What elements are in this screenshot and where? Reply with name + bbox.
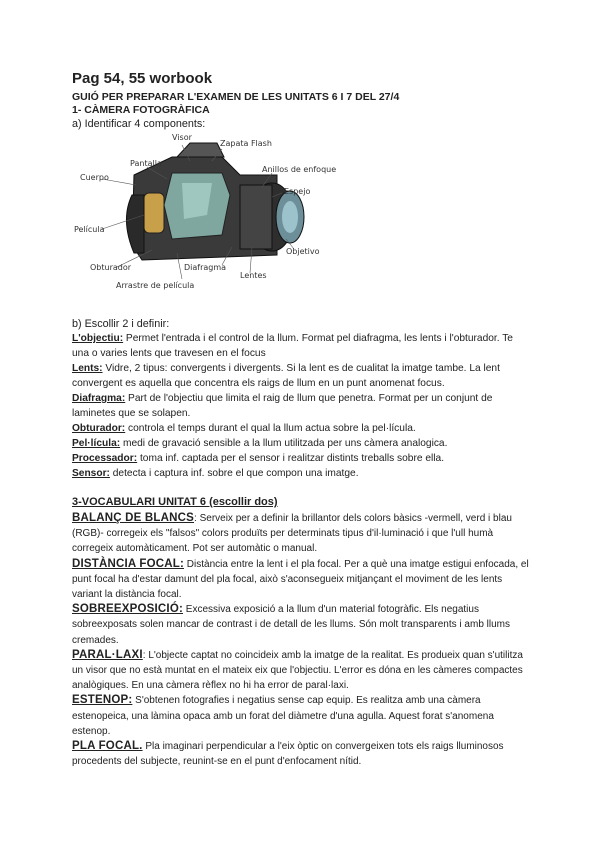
definition-item [72,391,532,421]
section-1-heading: 1- CÀMERA FOTOGRÀFICA [72,104,210,116]
vocab-text: : L'objecte captat no coincideix amb la imatge de la realitat. Es produeix quan s'utilitza un visor que no està muntat en el mateix eix que l'objectiu. L'error es dóna en les càmeres compactes analògiques. En una càmera rèflex no hi ha error de paral·laxi. [72,649,523,692]
label-anillos: Anillos de enfoque [262,165,337,174]
vocab-term: ESTENOP: [72,694,133,707]
label-lentes: Lentes [240,271,267,280]
vocab-text: Pla imaginari perpendicular a l'eix òptic on convergeixen tots els raigs lluminosos procedents del subjecte, reunint-se en el punt d'enfocament nítid. [72,741,504,768]
label-diafragma: Diafragma [184,263,227,272]
section-3-heading: 3-VOCABULARI UNITAT 6 (escollir dos) [72,496,278,508]
definition-term: L'objectiu: [72,333,124,344]
guide-subtitle: GUIÓ PER PREPARAR L'EXAMEN DE LES UNITATS 6 I 7 DEL 27/4 [72,91,400,103]
vocab-term: BALANÇ DE BLANCS [72,512,195,524]
definition-text: Vidre, 2 tipus: convergents i divergents. Si la lent es de cualitat la imatge tambe. La lent convergent es aquella que concentra els raigs de llum en un punt anomenat focus. [72,363,500,389]
page-title: Pag 54, 55 worbook [72,70,213,87]
label-cuerpo: Cuerpo [80,173,109,182]
vocab-term: PARAL·LAXI [72,648,143,661]
definition-text: Part de l'objectiu que limita el raig de llum que penetra. Format per un conjunt de laminetes que se solapen. [72,393,493,419]
label-objetivo: Objetivo [286,247,320,256]
label-arrastre: Arrastre de película [116,281,195,290]
vocab-text: S'obtenen fotografies i negatius sense cap equip. Es realitza amb una càmera estenopeica, una làmina opaca amb un forat del diàmetre d'una agulla. Aquest forat s'anomena estenop. [72,695,494,737]
definition-item [72,331,532,361]
vocab-item [72,739,532,769]
vocab-item [72,602,532,648]
definition-term: Sensor: [72,468,110,479]
definition-term: Processador: [72,453,138,464]
vocab-item [72,557,532,603]
definition-item [72,466,532,481]
camera-cutaway-figure [72,135,342,295]
definitions-list [72,331,532,481]
task-a: a) Identificar 4 components: [72,118,206,130]
definition-text: medi de gravació sensible a la llum utilitzada per uns càmera analogica. [120,438,448,449]
vocab-item [72,648,532,694]
definition-text: Permet l'entrada i el control de la llum. Format pel diafragma, les lents i l'obturador. Te una o varies lents que travesen en el focus [72,333,513,359]
task-b: b) Escollir 2 i definir: [72,318,170,330]
label-pelicula: Película [74,225,105,234]
definition-text: controla el temps durant el qual la llum actua sobre la pel·lícula. [125,423,416,434]
label-pantalla: Pantalla [130,159,162,168]
label-obturador: Obturador [90,263,132,272]
label-zapata-flash: Zapata Flash [220,139,272,148]
vocab-text: Excessiva exposició a la llum d'un material fotogràfic. Els negatius sobreexposats solen mancar de contrast i de detall de les llums. Són molt transparents i amb llums cremades. [72,604,510,646]
definition-text: detecta i captura inf. sobre el que compon una imatge. [109,468,359,479]
definition-item [72,436,532,451]
vocab-item [72,693,532,739]
definition-item [72,421,532,436]
definition-term: Lents: [72,363,103,374]
label-visor: Visor [172,133,192,142]
vocab-term: PLA FOCAL. [72,740,143,753]
vocab-text: : Serveix per a definir la brillantor dels colors bàsics -vermell, verd i blau (RGB)- corregeix els "falsos" colors produïts per determinats tipus d'il·luminació i que l'ull humà corregeix automàticament. Pot ser automàtic o manual. [72,513,512,555]
definition-term: Obturador: [72,423,126,434]
definition-item [72,451,532,466]
definition-text: toma inf. captada per el sensor i realitzar distints treballs sobre ella. [137,453,445,464]
vocab-item [72,511,532,557]
definition-term: Pel·lícula: [72,438,121,449]
label-espejo: Espejo [284,187,311,196]
vocab-term: SOBREEXPOSICIÓ: [72,603,183,616]
vocab-term: DISTÀNCIA FOCAL: [72,557,185,570]
vocabulary-list [72,511,532,769]
document-page [72,70,532,769]
definition-term: Diafragma: [72,393,126,404]
definition-item [72,361,532,391]
vocab-text: Distància entre la lent i el pla focal. Per a què una imatge estigui enfocada, el punt focal ha d'estar damunt del pla focal, això s'aconsegueix mitjançant el moviment de les lents variant la distància focal. [72,558,529,601]
